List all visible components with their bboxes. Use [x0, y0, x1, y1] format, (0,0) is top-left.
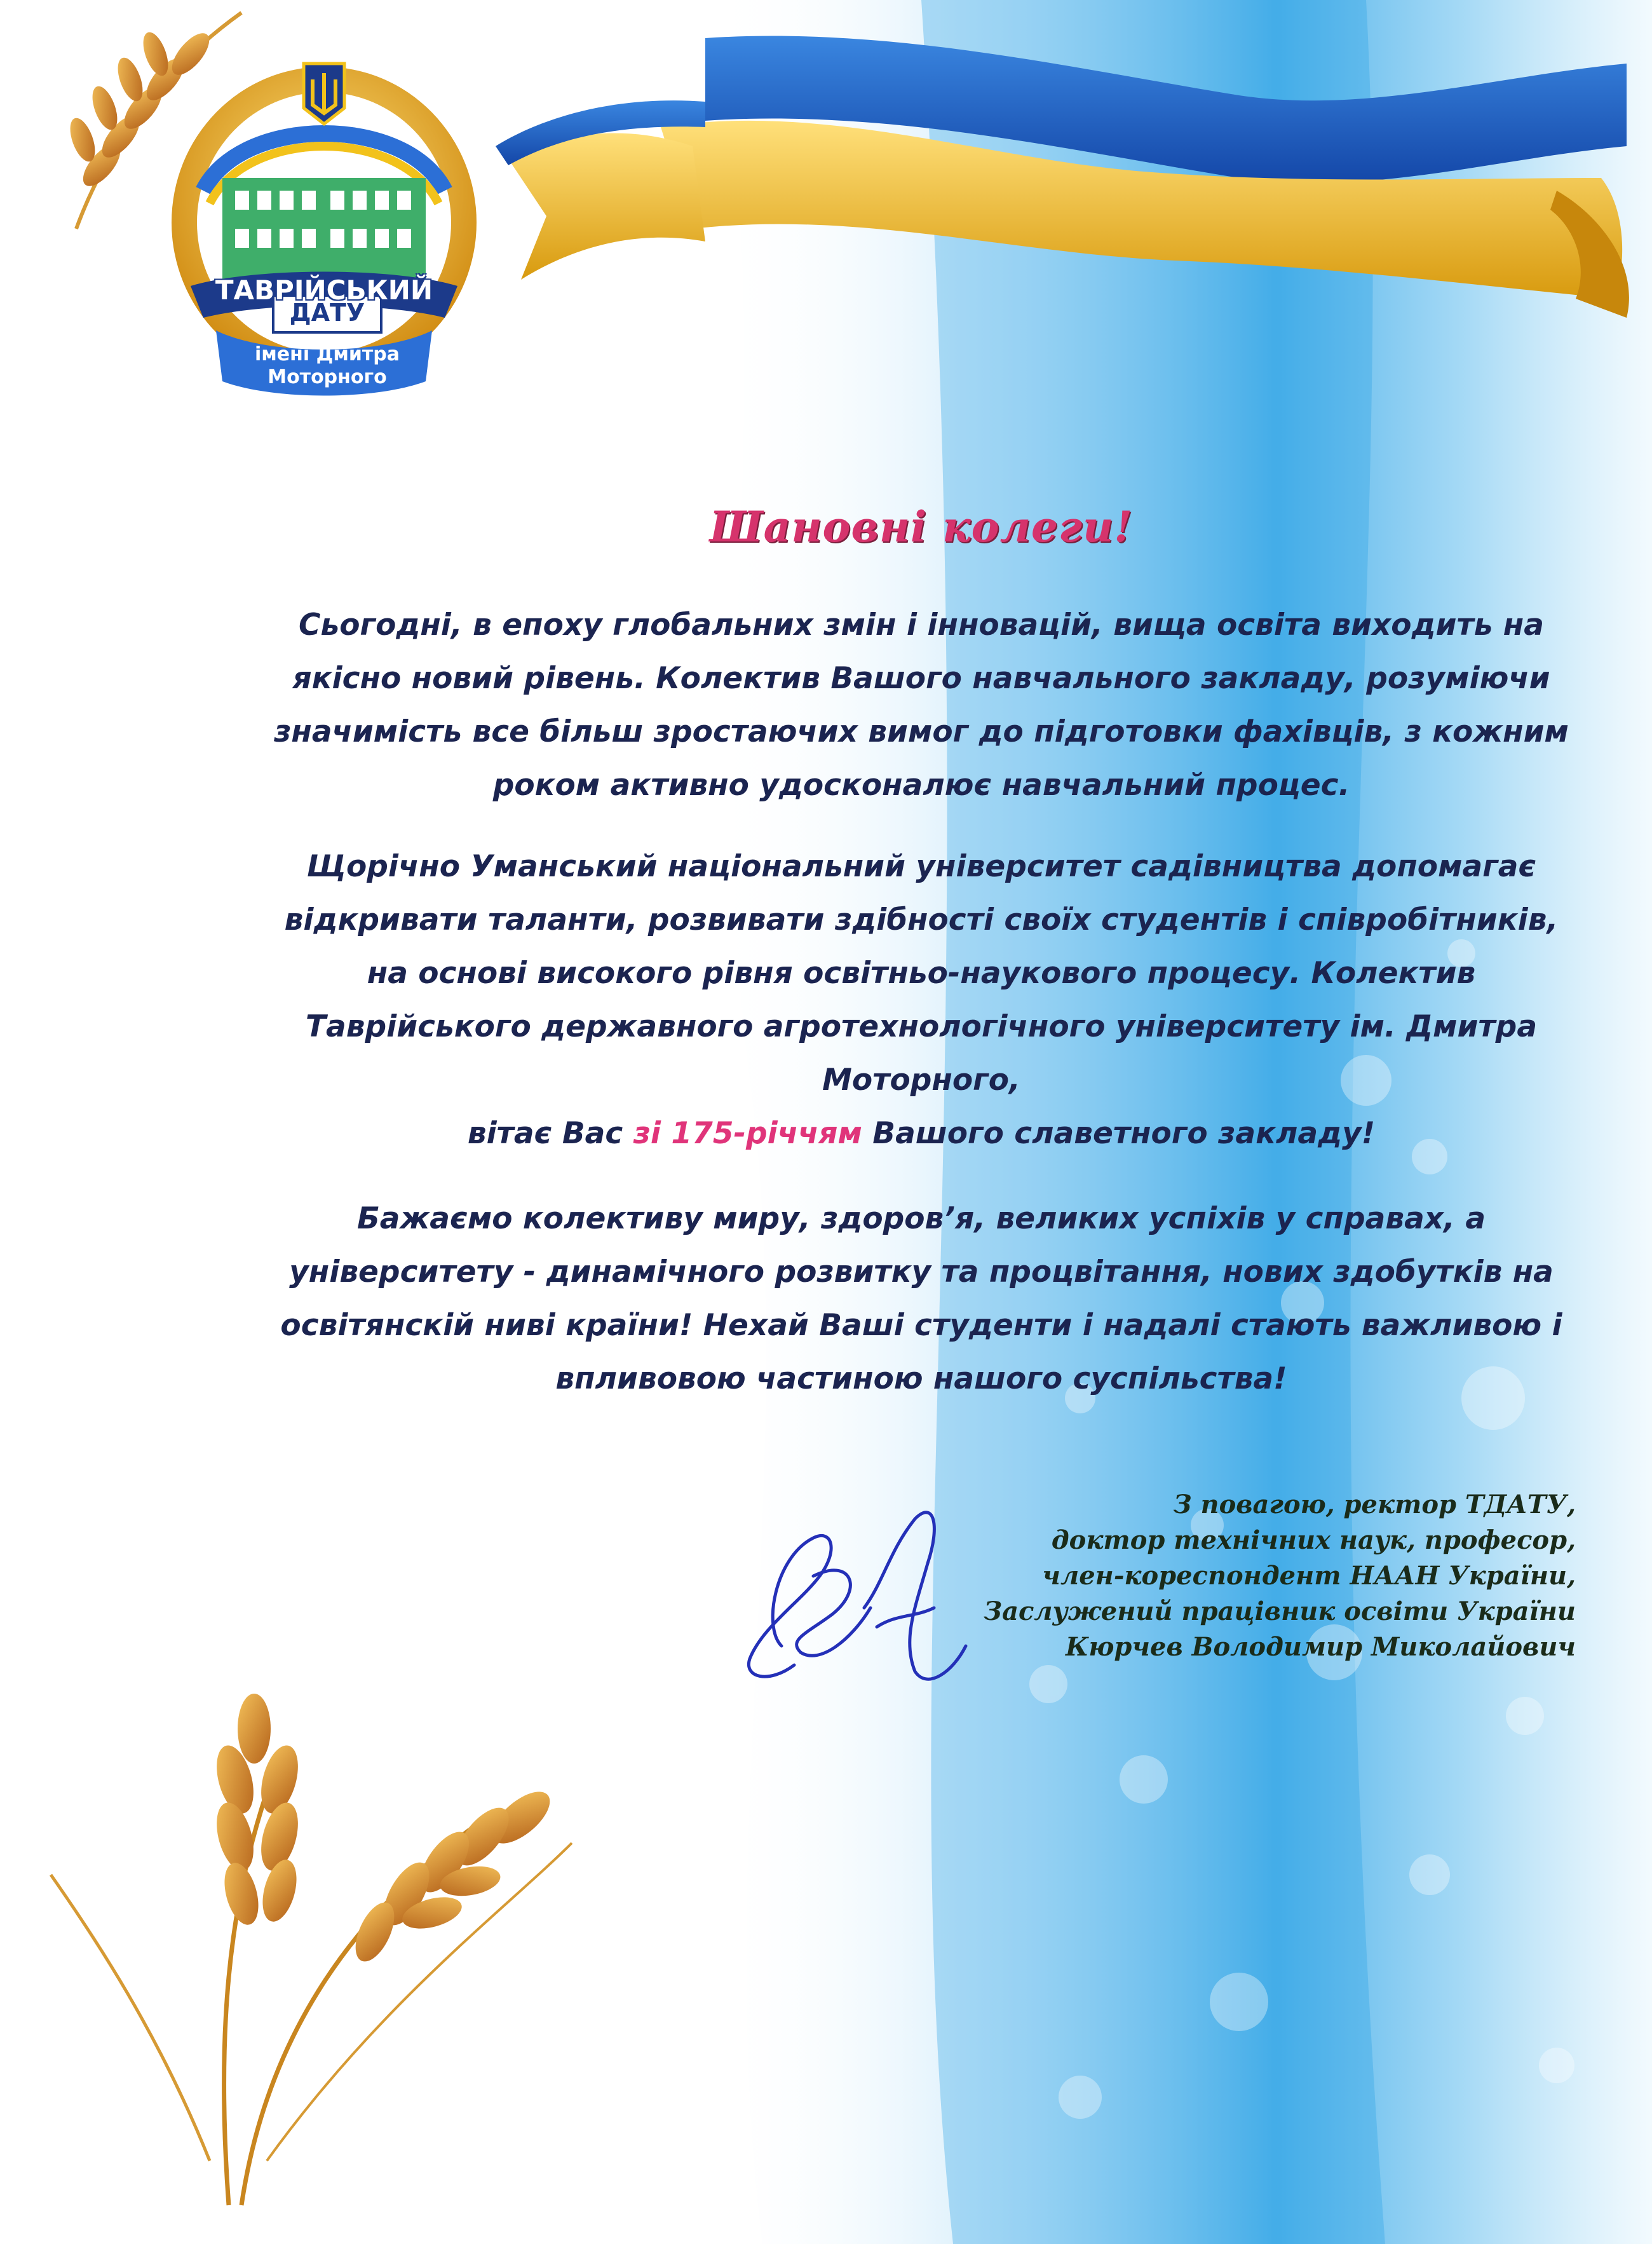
wheat-icon — [51, 1694, 572, 2205]
logo-title: ТАВРІЙСЬКИЙ — [215, 275, 433, 306]
logo-abbreviation: ДАТУ — [289, 299, 365, 327]
paragraph-2-intro: Щорічно Уманський національний університет садівництва допомагає відкривати таланти, розвивати здібності своїх студентів і співробітників, на основі високого рівня освітньо-наукового процесу. Колектив Таврійського державного агротехнологічного університету ім. Дмитра Моторного, — [284, 849, 1559, 1098]
signature-line-4: Заслужений працівник освіти України — [984, 1596, 1576, 1626]
paragraph-1: Сьогодні, в епоху глобальних змін і інновацій, вища освіта виходить на якісно новий рівень. Колектив Вашого навчального закладу, розуміючи значимість все більш зростаючих вимог до підготовки фахівців, з кожним роком активно удосконалює навчальний процес. — [274, 608, 1569, 803]
paragraph-2-post: Вашого славетного закладу! — [862, 1116, 1376, 1151]
signature-line-1: З повагою, ректор ТДАТУ, — [1173, 1490, 1576, 1520]
logo-subtitle: імені Дмитра Моторного — [255, 343, 400, 388]
signature-line-5: Кюрчев Володимир Миколайович — [1065, 1632, 1576, 1662]
anniversary-highlight: зі 175-річчям — [633, 1116, 862, 1151]
paragraph-2 — [267, 840, 1576, 1160]
signature-block — [890, 1487, 1576, 1665]
greeting-title: Шановні колеги! — [709, 502, 1134, 552]
paragraph-2-pre: вітає Вас — [467, 1116, 633, 1151]
paragraph-3: Бажаємо колективу миру, здоров’я, великих успіхів у справах, а університету - динамічного розвитку та процвітання, нових здобутків на освітянскій ниві країни! Нехай Ваші студенти і надалі стають важливою і впливовою частиною нашого суспільства! — [280, 1201, 1562, 1396]
signature-line-3: член-кореспондент НААН України, — [1042, 1561, 1576, 1591]
signature-line-2: доктор технічних наук, професор, — [1051, 1525, 1576, 1555]
